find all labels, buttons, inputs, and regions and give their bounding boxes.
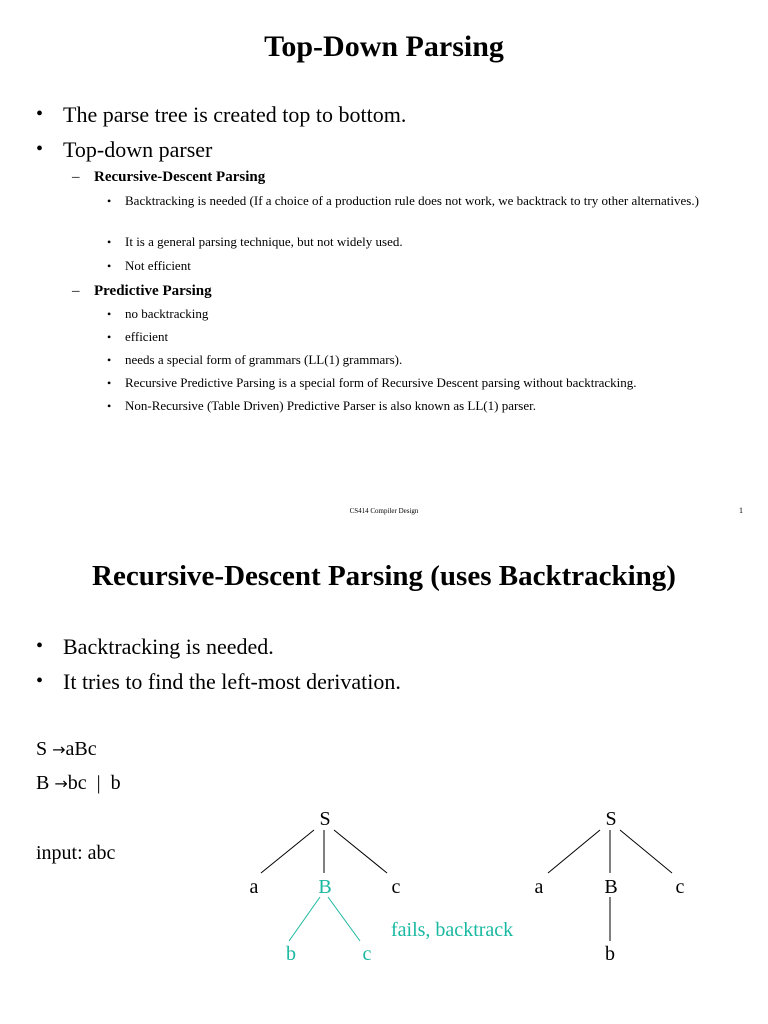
dash-icon: – [72, 169, 80, 185]
tree2-node-c: c [675, 876, 685, 898]
tree2-node-a: a [534, 876, 544, 898]
sub-bullet-item [107, 305, 757, 323]
tree2-edge-s-a [548, 830, 600, 873]
sub-bullet-text: no backtracking [125, 306, 209, 321]
arrow-icon: → [54, 774, 68, 793]
bullet-icon: • [36, 670, 44, 692]
tree2-leaf-b: b [605, 943, 615, 965]
rule-rhs: aBc [65, 738, 97, 760]
sub-bullet-item [107, 328, 757, 346]
tree1-edge-b-c [328, 897, 360, 941]
bullet-icon: • [107, 235, 112, 249]
bullet-icon: • [107, 330, 112, 344]
bullet-icon: • [36, 138, 44, 160]
tree1-node-c: c [391, 876, 401, 898]
sub-bullet-text: needs a special form of grammars (LL(1) grammars). [125, 352, 403, 367]
bullet-text: Top-down parser [63, 137, 213, 162]
sub-bullet-item [107, 192, 757, 210]
sub-bullet-item [107, 351, 757, 369]
slide-recursive-descent [0, 530, 768, 1024]
sub-heading-text: Recursive-Descent Parsing [94, 169, 266, 185]
slide-footer: CS414 Compiler Design [349, 507, 419, 515]
rule-lhs: S [36, 738, 48, 760]
arrow-icon: → [52, 740, 66, 759]
bullet-text: Backtracking is needed. [63, 634, 274, 659]
bullet-icon: • [36, 635, 44, 657]
bullet-icon: • [107, 259, 112, 273]
tree1-node-b: B [318, 876, 332, 898]
tree1-edge-s-a [261, 830, 314, 873]
parse-tree-edges [0, 530, 768, 1024]
sub-bullet-text: efficient [125, 329, 169, 344]
rule-lhs: B [36, 772, 50, 794]
sub-bullet-text: Backtracking is needed (If a choice of a production rule does not work, we backtrack to try other alternatives.) [125, 193, 699, 208]
page-number: 1 [739, 506, 743, 515]
tree2-root-node: S [605, 808, 617, 830]
tree2-node-b: B [604, 876, 618, 898]
tree1-edge-b-b [289, 897, 320, 941]
bullet-text: The parse tree is created top to bottom. [63, 102, 407, 127]
sub-heading-text: Predictive Parsing [94, 283, 212, 299]
sub-bullet-item [107, 397, 757, 415]
bullet-icon: • [107, 353, 112, 367]
bullet-icon: • [107, 194, 112, 208]
slide-title: Top-Down Parsing [264, 30, 504, 63]
sub-bullet-item [107, 374, 757, 392]
tree1-leaf-b: b [286, 943, 296, 965]
sub-bullet-item [107, 233, 757, 251]
bullet-icon: • [36, 103, 44, 125]
bullet-icon: • [107, 307, 112, 321]
tree1-edge-s-c [334, 830, 387, 873]
rule-rhs: bc | b [67, 772, 121, 794]
tree1-leaf-c: c [362, 943, 372, 965]
bullet-icon: • [107, 376, 112, 390]
sub-bullet-text: Not efficient [125, 258, 191, 273]
slide-title: Recursive-Descent Parsing (uses Backtracking) [92, 560, 676, 592]
tree1-root-node: S [319, 808, 331, 830]
dash-icon: – [72, 283, 80, 299]
sub-bullet-text: Recursive Predictive Parsing is a special form of Recursive Descent parsing without backtracking. [125, 375, 637, 390]
sub-bullet-item [107, 257, 757, 275]
input-label: input: abc [36, 842, 116, 864]
backtrack-note: fails, backtrack [391, 919, 514, 941]
sub-bullet-text: Non-Recursive (Table Driven) Predictive Parser is also known as LL(1) parser. [125, 398, 536, 413]
bullet-text: It tries to find the left-most derivation. [63, 669, 401, 694]
tree2-edge-s-c [620, 830, 672, 873]
sub-bullet-text: It is a general parsing technique, but not widely used. [125, 234, 403, 249]
tree1-node-a: a [249, 876, 259, 898]
bullet-icon: • [107, 399, 112, 413]
